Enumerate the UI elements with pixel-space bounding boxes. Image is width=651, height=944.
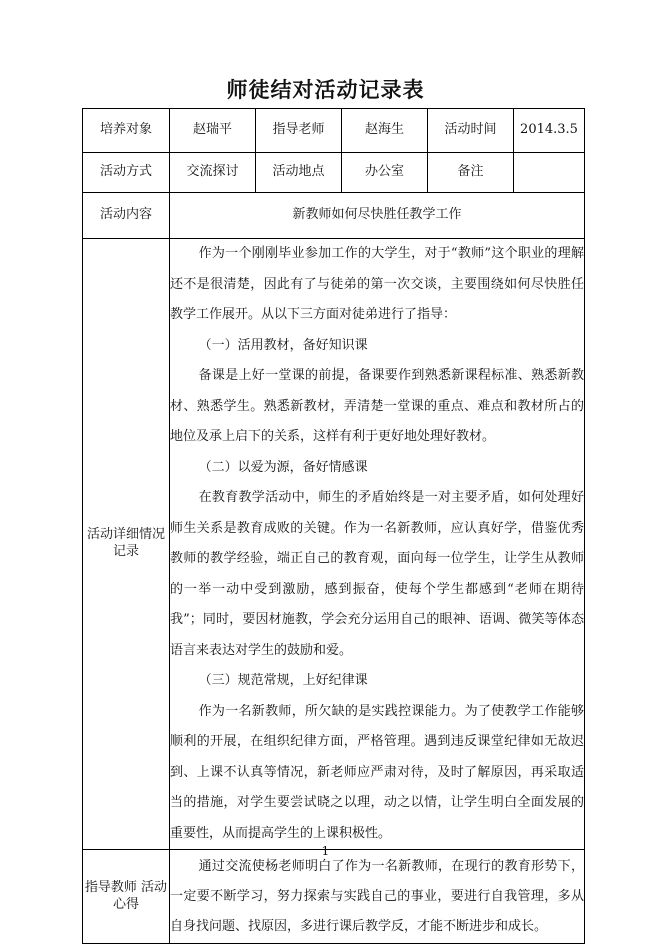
reflection-body <box>170 850 585 944</box>
details-paragraph: 作为一名新教师，所欠缺的是实践控课能力。为了使教学工作能够顺利的开展，在组织纪律方面，严格管理。遇到违反课堂纪律如无故迟到、上课不认真等情况，新老师应严肃对待，及时了解原因，再采取适当的措施，对学生要尝试晓之以理，动之以情，让学生明白全面发展的重要性，从而提高学生的上课积极性。 <box>170 703 584 841</box>
details-paragraph: 备课是上好一堂课的前提，备课要作到熟悉新课程标准、熟悉新教材、熟悉学生。熟悉新教材，弄清楚一堂课的重点、难点和教材所占的地位及承上启下的关系，这样有利于更好地处理好教材。 <box>170 368 584 444</box>
table-row <box>83 239 585 850</box>
label-place: 活动地点 <box>256 153 342 193</box>
details-paragraph: 在教育教学活动中，师生的矛盾始终是一对主要矛盾，如何处理好师生关系是教育成败的关键。作为一名新教师，应认真好学，借鉴优秀教师的教学经验，端正自己的教育观，面向每一位学生，让学生从教师的一举一动中受到激励，感到振奋，使每个学生都感到“老师在期待我”；同时，要因材施教，学会充分运用自己的眼神、语调、微笑等体态语言来表达对学生的鼓励和爱。 <box>170 490 584 658</box>
table-row <box>83 193 585 239</box>
record-table <box>82 108 585 944</box>
table-row <box>83 109 585 153</box>
label-reflection: 指导教师 活动心得 <box>83 850 170 944</box>
time-value: 2014.3.5 <box>514 109 585 153</box>
label-trainee: 培养对象 <box>83 109 170 153</box>
details-heading: （二）以爱为源，备好情感课 <box>198 459 368 475</box>
trainee-value: 赵瑞平 <box>170 109 256 153</box>
details-heading: （一）活用教材，备好知识课 <box>198 337 368 353</box>
mentor-value: 赵海生 <box>342 109 428 153</box>
details-body <box>170 239 585 850</box>
table-row <box>83 153 585 193</box>
place-value: 办公室 <box>342 153 428 193</box>
page-title: 师徒结对活动记录表 <box>226 78 425 102</box>
details-heading: （三）规范常规，上好纪律课 <box>198 673 368 688</box>
table-row <box>83 850 585 944</box>
details-paragraph: 作为一个刚刚毕业参加工作的大学生，对于“教师”这个职业的理解还不是很清楚，因此有了与徒弟的第一次交谈，主要围绕如何尽快胜任教学工作展开。从以下三方面对徒弟进行了指导： <box>170 246 584 322</box>
label-content: 活动内容 <box>83 193 170 239</box>
page-number: 1 <box>321 844 330 858</box>
note-value <box>514 153 585 193</box>
method-value: 交流探讨 <box>170 153 256 193</box>
label-note: 备注 <box>428 153 514 193</box>
label-time: 活动时间 <box>428 109 514 153</box>
label-details: 活动详细情况记录 <box>83 239 170 850</box>
label-method: 活动方式 <box>83 153 170 193</box>
reflection-text: 通过交流使杨老师明白了作为一名新教师，在现行的教育形势下，一定要不断学习，努力探索与实践自己的事业，要进行自我管理，多从自身找问题、找原因，多进行课后教学反，才能不断进步和成长。 <box>170 858 584 934</box>
label-mentor: 指导老师 <box>256 109 342 153</box>
content-value: 新教师如何尽快胜任教学工作 <box>170 193 585 239</box>
